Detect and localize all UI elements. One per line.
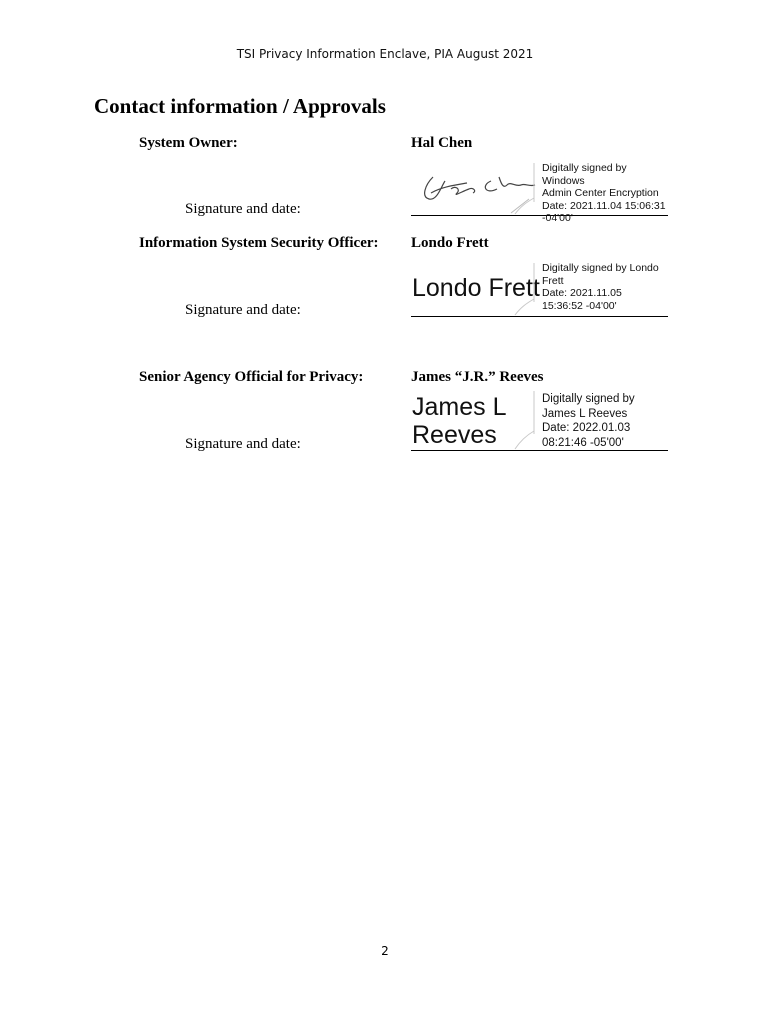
role-system-owner: System Owner: — [139, 135, 238, 151]
signature-details — [542, 162, 672, 225]
signature-name-line: Reeves — [412, 421, 497, 449]
signature-detail-line: Date: 2021.11.04 15:06:31 — [542, 199, 666, 212]
signature-field-isso[interactable] — [411, 262, 668, 317]
role-saop: Senior Agency Official for Privacy: — [139, 369, 364, 385]
signature-field-system-owner[interactable] — [411, 162, 668, 224]
section-title: Contact information / Approvals — [94, 94, 386, 118]
signature-name: Londo Frett — [412, 274, 540, 302]
page-number: 2 — [381, 944, 389, 958]
signature-label: Signature and date: — [185, 436, 301, 452]
signature-details — [542, 262, 672, 312]
signature-detail-line: Digitally signed by — [542, 393, 635, 405]
signature-label: Signature and date: — [185, 201, 301, 217]
role-isso: Information System Security Officer: — [139, 235, 379, 251]
signature-detail-line: Digitally signed by Londo — [542, 262, 659, 274]
page-header: TSI Privacy Information Enclave, PIA August 2021 — [236, 47, 534, 61]
signature-detail-line: Frett — [542, 274, 564, 287]
signature-details — [542, 392, 672, 450]
signature-detail-line: Date: 2022.01.03 — [542, 422, 631, 434]
signature-detail-line: 15:36:52 -04'00' — [542, 299, 617, 312]
signature-label: Signature and date: — [185, 302, 301, 318]
name-saop: James “J.R.” Reeves — [411, 369, 544, 385]
name-isso: Londo Frett — [411, 235, 489, 251]
digital-signature-mark-icon — [507, 390, 537, 450]
signature-field-saop[interactable] — [411, 390, 668, 451]
signature-name-line: James L — [412, 393, 507, 421]
digital-signature-mark-icon — [507, 262, 537, 316]
signature-detail-line: James L Reeves — [542, 407, 628, 420]
signature-detail-line: 08:21:46 -05'00' — [542, 436, 624, 449]
signature-detail-line: Date: 2021.11.05 — [542, 287, 622, 299]
signature-detail-line: Admin Center Encryption — [542, 187, 659, 199]
signature-detail-line: -04'00' — [542, 212, 573, 224]
digital-signature-mark-icon — [507, 162, 537, 215]
signature-detail-line: Digitally signed by Windows — [542, 162, 627, 187]
name-system-owner: Hal Chen — [411, 135, 473, 151]
